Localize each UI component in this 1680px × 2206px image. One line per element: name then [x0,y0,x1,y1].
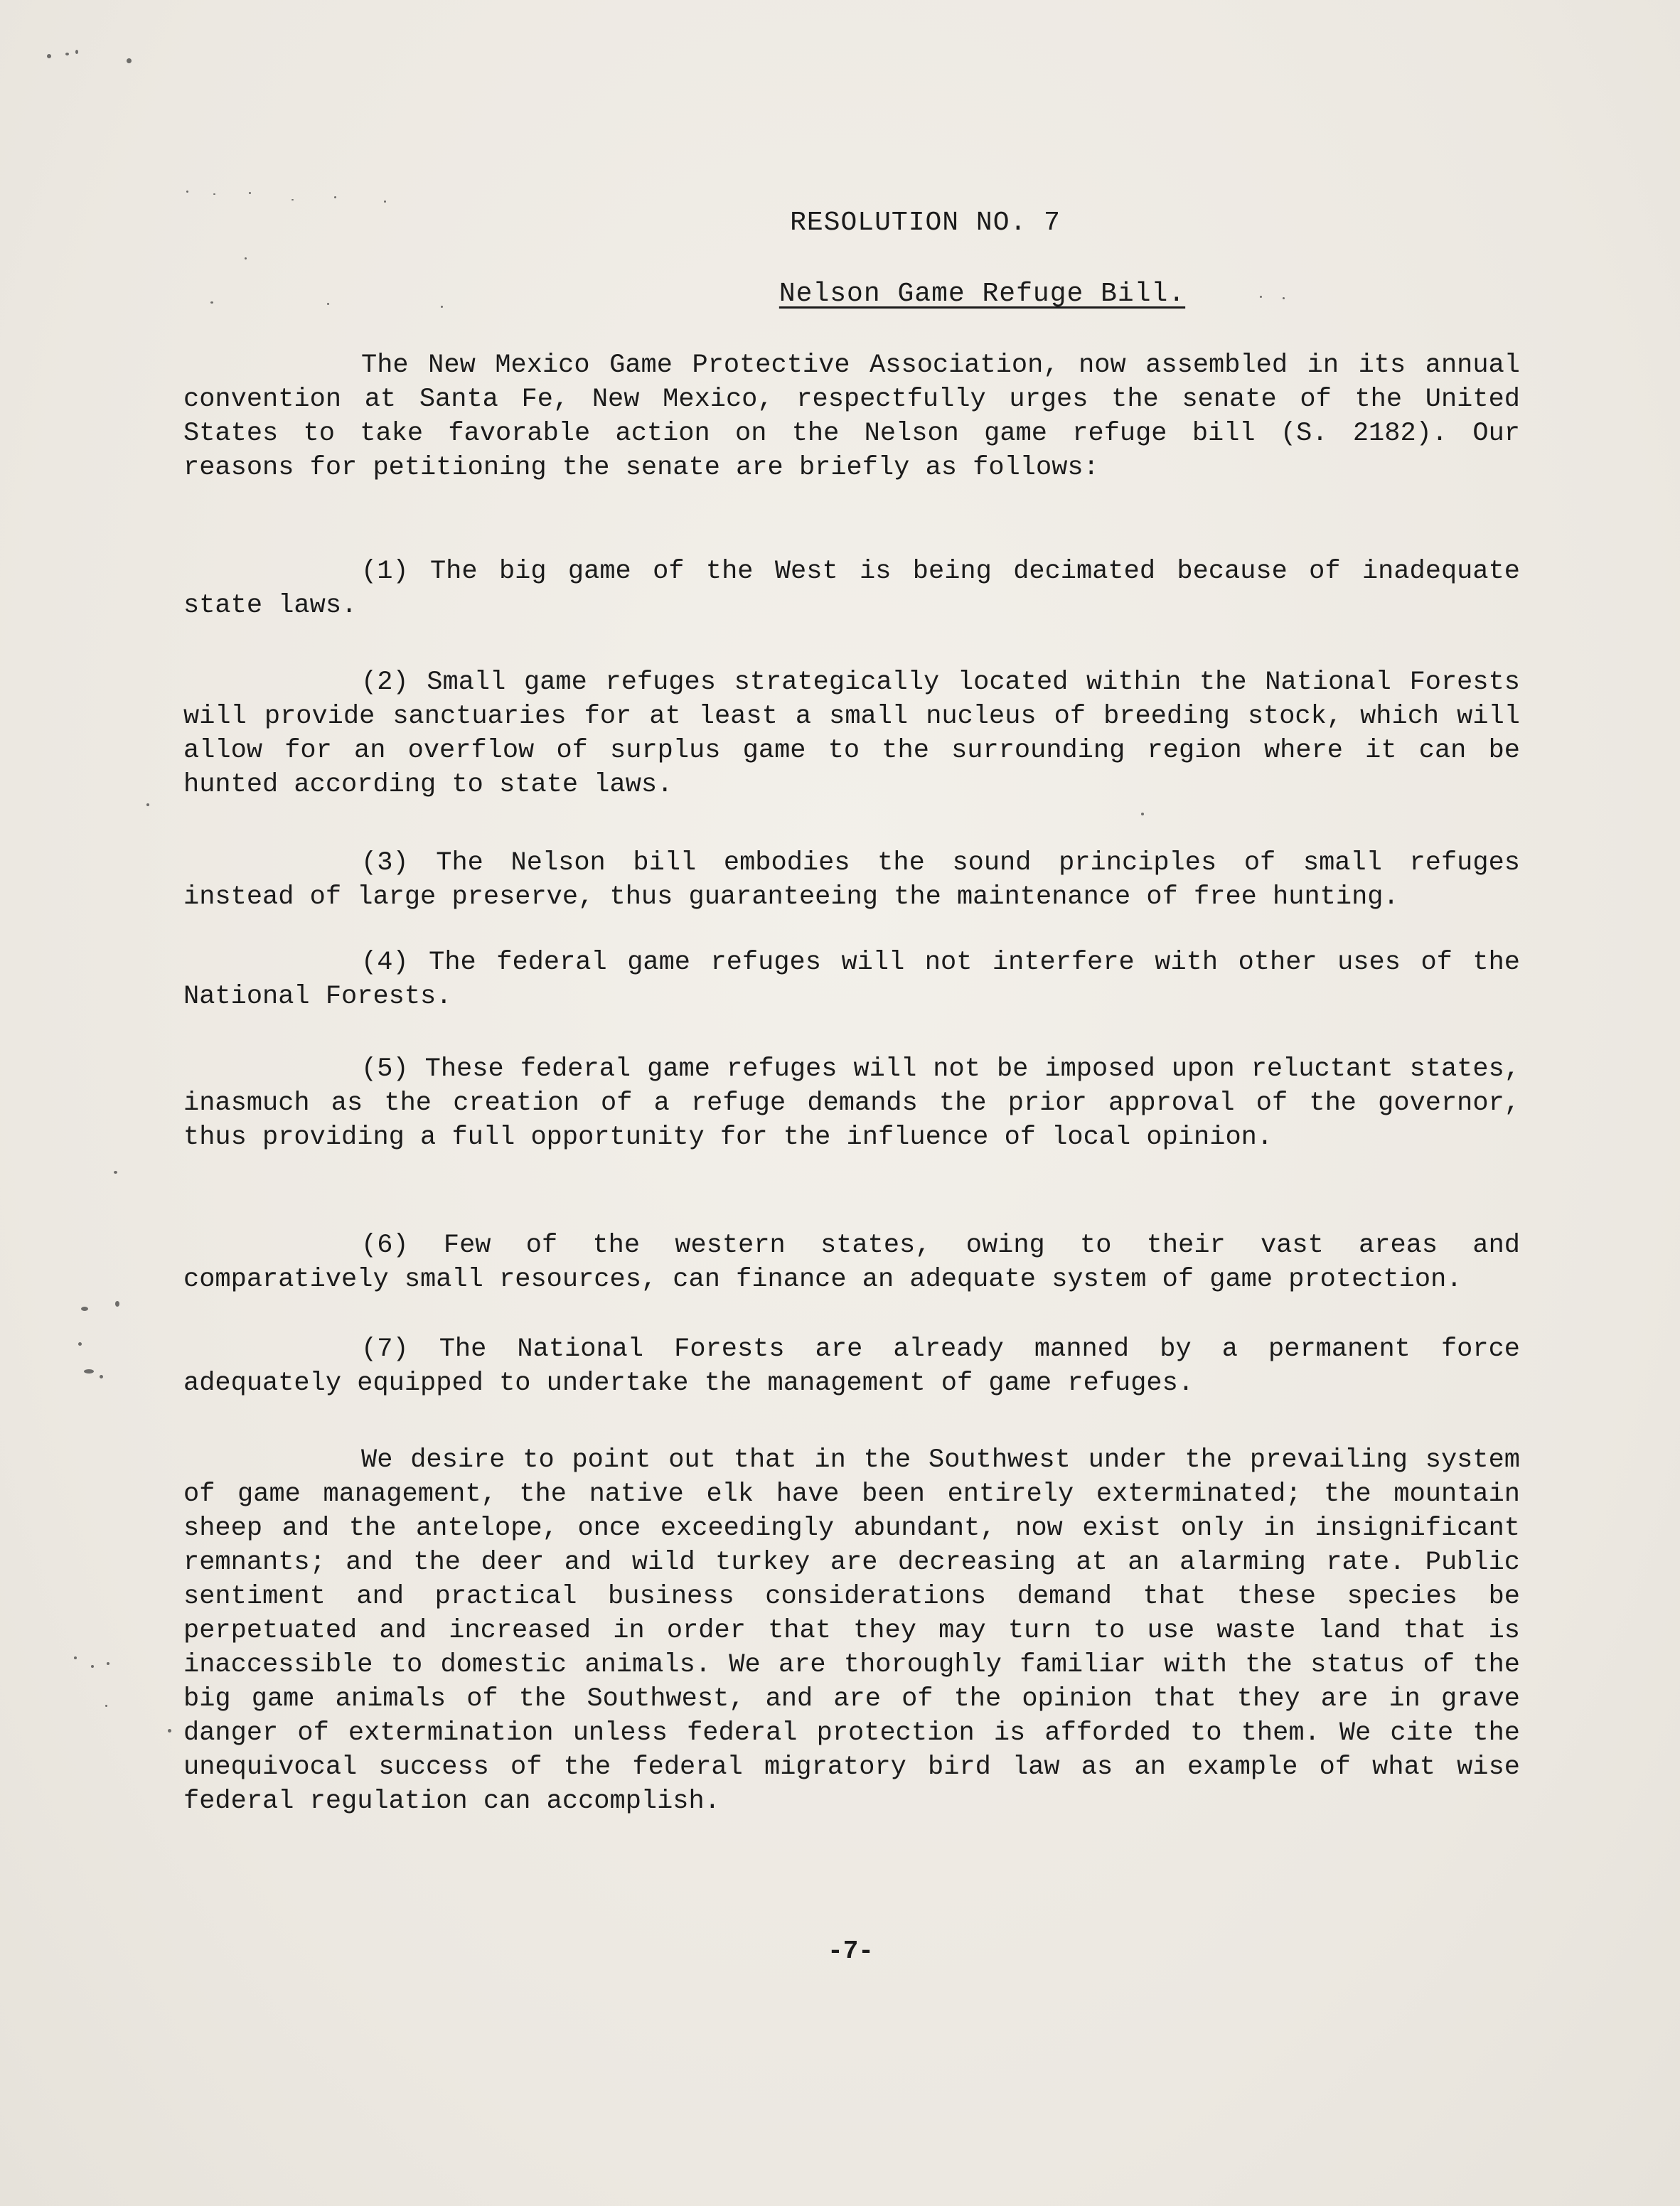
reason-7: (7) The National Forests are already manned by a permanent force adequately equipped to undertake the management of game refuges. [183,1334,1520,1398]
reason-3: (3) The Nelson bill embodies the sound principles of small refuges instead of large preserve, thus guaranteeing the maintenance of free hunting. [183,848,1520,912]
bill-subtitle [0,279,1680,309]
reason-2: (2) Small game refuges strategically located within the National Forests will provide sanctuaries for at least a small nucleus of breeding stock, which will allow for an overflow of surplus game to the surrounding region where it can be hunted according to state laws. [183,668,1520,800]
page-number: -7- [828,1937,874,1966]
reason-4: (4) The federal game refuges will not interfere with other uses of the National Forests. [183,948,1520,1012]
closing-paragraph: We desire to point out that in the Southwest under the prevailing system of game management, the native elk have been entirely exterminated; the mountain sheep and the antelope, once exceedingly abundant, now exist only in insignificant remnants; and the deer and wild turkey are decreasing at an alarming rate. Public sentiment and practical business considerations demand that these species be perpetuated and increased in order that they may turn to use waste land that is inaccessible to domestic animals. We are thoroughly familiar with the status of the big game animals of the Southwest, and are of the opinion that they are in grave danger of extermination unless federal protection is afforded to them. We cite the unequivocal success of the federal migratory bird law as an example of what wise federal regulation can accomplish. [183,1445,1520,1816]
resolution-title: RESOLUTION NO. 7 [790,208,1061,238]
reason-6: (6) Few of the western states, owing to their vast areas and comparatively small resources, can finance an adequate system of game protection. [183,1231,1520,1295]
intro-paragraph: The New Mexico Game Protective Association, now assembled in its annual convention at Santa Fe, New Mexico, respectfully urges the senate of the United States to take favorable action on the Nelson game refuge bill (S. 2182). Our reasons for petitioning the senate are briefly as follows: [183,350,1520,483]
reason-1: (1) The big game of the West is being decimated because of inadequate state laws. [183,557,1520,621]
reason-5: (5) These federal game refuges will not be imposed upon reluctant states, inasmuch as the creation of a refuge demands the prior approval of the governor, thus providing a full opportunity for the influence of local opinion. [183,1054,1520,1152]
bill-subtitle-text: Nelson Game Refuge Bill. [779,279,1186,309]
